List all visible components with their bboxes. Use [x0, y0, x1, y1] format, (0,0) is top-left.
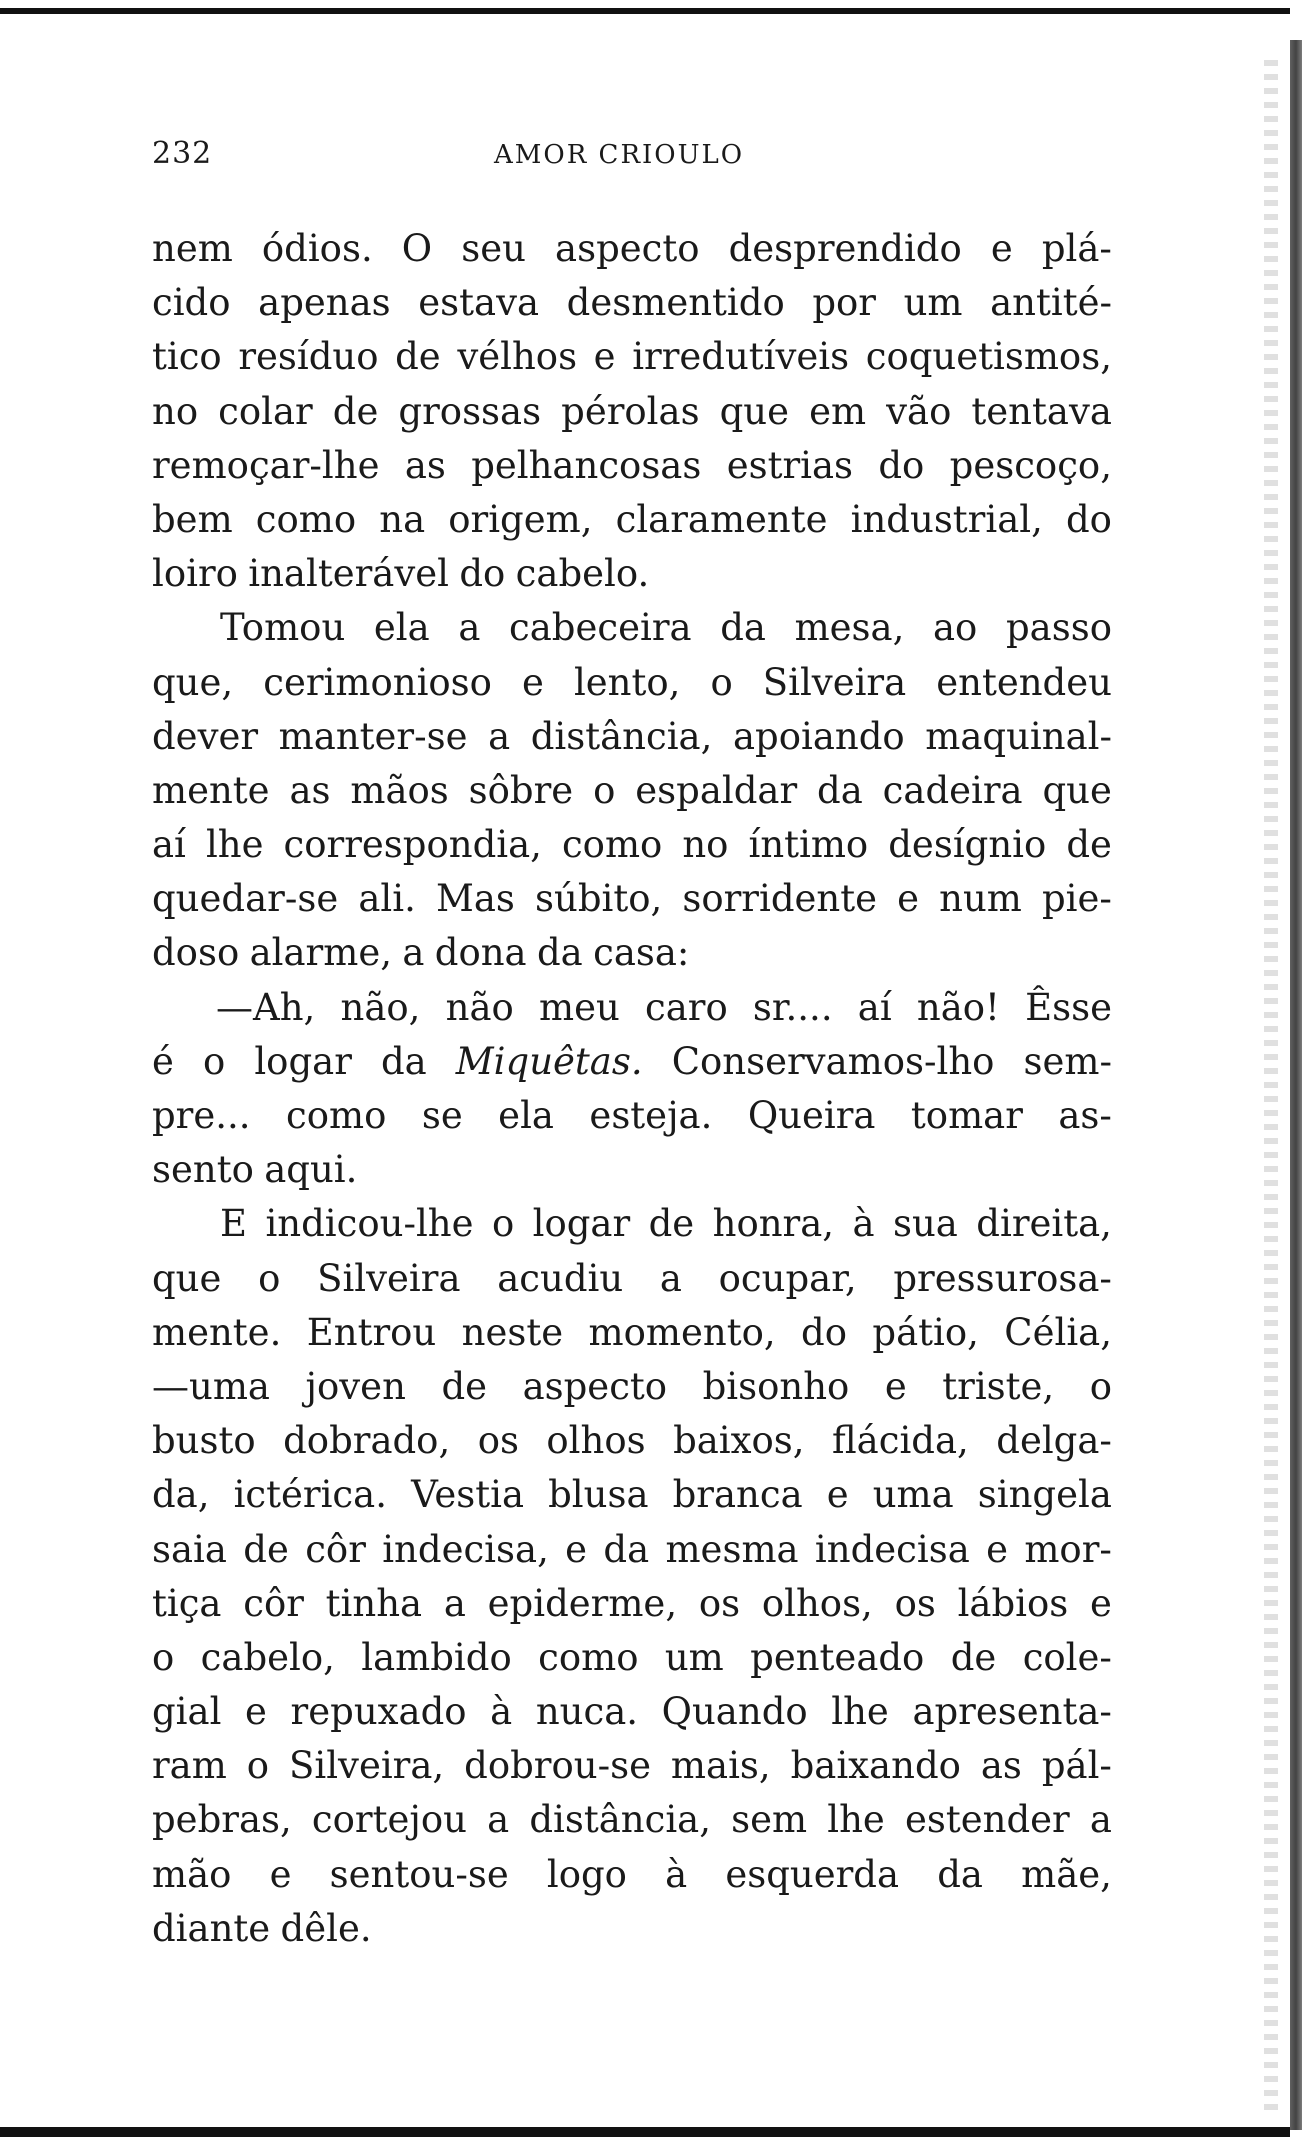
text-line	[152, 1793, 1112, 1847]
word: como	[561, 823, 663, 867]
word: de	[332, 389, 379, 433]
top-border-rule	[0, 8, 1290, 14]
word: apenas	[258, 281, 391, 325]
word: ictérica.	[233, 1473, 387, 1517]
text-line	[152, 926, 1112, 980]
text-line	[152, 1035, 1112, 1089]
word: correspondia,	[283, 823, 542, 867]
word: epiderme,	[487, 1581, 678, 1625]
word: o	[491, 1202, 515, 1246]
word: ocupar,	[718, 1256, 857, 1300]
word: Célia,	[1004, 1310, 1112, 1354]
word: as-	[1058, 1094, 1112, 1137]
word: da,	[152, 1473, 210, 1517]
word: olhos,	[761, 1581, 873, 1625]
word: lento,	[573, 660, 681, 704]
word: logar	[254, 1039, 352, 1083]
word: lambido	[361, 1635, 512, 1679]
word: os	[698, 1581, 741, 1625]
word: direita,	[976, 1202, 1112, 1246]
word: a	[487, 1798, 510, 1842]
text-line	[152, 439, 1112, 493]
word: nem	[152, 227, 233, 270]
page-edge-binding	[1290, 40, 1302, 2130]
word: ódios.	[261, 227, 373, 270]
word: sento	[152, 1148, 254, 1192]
word: grossas	[398, 389, 542, 433]
word: no	[682, 823, 729, 867]
word: acudiu	[497, 1256, 624, 1300]
word: dobrado,	[283, 1419, 451, 1463]
word: Entrou	[306, 1310, 437, 1354]
word: baixando	[790, 1744, 961, 1788]
word: honra,	[712, 1202, 835, 1246]
word: à	[665, 1852, 688, 1896]
word: quedar-se	[152, 877, 339, 921]
word: ao	[933, 606, 978, 650]
word: à	[852, 1202, 875, 1246]
word: cole-	[1022, 1635, 1112, 1679]
page-number: 232	[152, 136, 213, 171]
word: aqui.	[264, 1148, 358, 1192]
word: esteja.	[589, 1094, 713, 1137]
word: mente.	[152, 1310, 282, 1354]
word: inalterável	[248, 552, 449, 596]
word: o	[258, 1256, 281, 1300]
word: aspecto	[522, 1364, 668, 1408]
word: Silveira	[762, 660, 907, 704]
word: baixos,	[673, 1419, 805, 1463]
word: lhe	[831, 1690, 889, 1734]
word: os	[894, 1581, 936, 1625]
word: o	[593, 768, 616, 812]
word: do	[1065, 497, 1112, 541]
text-line	[152, 981, 1112, 1035]
word: tico	[152, 335, 222, 379]
word: alarme,	[249, 931, 392, 975]
word: como	[538, 1635, 639, 1679]
word: dêle.	[280, 1906, 372, 1950]
word: —uma	[152, 1364, 270, 1408]
word: O	[401, 227, 433, 270]
word: e	[990, 227, 1013, 270]
word: lhe	[827, 1798, 885, 1842]
word: a	[458, 606, 481, 650]
word: Conservamos-lho	[671, 1039, 995, 1083]
word: e	[897, 877, 920, 921]
word: côr	[243, 1581, 304, 1625]
word: aspecto	[555, 227, 700, 270]
word: bisonho	[702, 1364, 850, 1408]
word: Quando	[661, 1690, 808, 1734]
word: ela	[373, 606, 430, 650]
word: mãe,	[1021, 1852, 1112, 1896]
word: indicou-lhe	[265, 1202, 474, 1246]
word: apresenta-	[912, 1690, 1112, 1734]
word: o	[1089, 1364, 1112, 1408]
text-line	[152, 1306, 1112, 1360]
word: singela	[977, 1473, 1112, 1517]
word: se	[421, 1094, 463, 1137]
text-line	[152, 1523, 1112, 1577]
word: as	[404, 443, 446, 487]
word: repuxado	[290, 1690, 467, 1734]
text-line	[152, 1848, 1112, 1902]
word: em	[809, 389, 867, 433]
word: e	[826, 1473, 849, 1517]
word: ela	[498, 1094, 554, 1137]
text-line	[152, 601, 1112, 655]
word: origem,	[448, 497, 593, 541]
word: íntimo	[748, 823, 869, 867]
word: e	[565, 1527, 588, 1571]
word: e	[884, 1364, 907, 1408]
word: sorridente	[682, 877, 878, 921]
word: Silveira	[317, 1256, 461, 1300]
word: cido	[152, 281, 231, 325]
word: que	[152, 1256, 222, 1300]
word: estrias	[726, 443, 854, 487]
text-line	[152, 1089, 1112, 1143]
word: remoçar-lhe	[152, 443, 380, 487]
word: de	[1066, 823, 1112, 867]
body-text	[152, 222, 1112, 1956]
word: Mas	[435, 877, 515, 921]
word: passo	[1005, 606, 1112, 650]
text-line	[152, 547, 1112, 601]
word: estender	[904, 1798, 1070, 1842]
word: a	[443, 1581, 466, 1625]
word: e	[245, 1690, 267, 1734]
word: do	[878, 443, 925, 487]
word: sentou-se	[329, 1852, 509, 1896]
italic-word: Miquêtas.	[455, 1039, 643, 1083]
text-line	[152, 1360, 1112, 1414]
word: mente	[152, 768, 270, 812]
word: como	[286, 1094, 387, 1137]
word: uma	[872, 1473, 954, 1517]
text-line	[152, 276, 1112, 330]
word: não,	[340, 985, 421, 1029]
word: maquinal-	[925, 714, 1112, 758]
word: doso	[152, 931, 240, 975]
word: —Ah,	[216, 985, 316, 1029]
word: vão	[886, 389, 952, 433]
text-line	[152, 1252, 1112, 1306]
word: cabeceira	[509, 606, 692, 650]
word: da	[536, 931, 583, 975]
word: bem	[152, 497, 233, 541]
word: blusa	[548, 1473, 649, 1517]
word: pebras,	[152, 1798, 292, 1842]
word: flácida,	[832, 1419, 969, 1463]
text-line	[152, 1902, 1112, 1956]
word: de	[441, 1364, 488, 1408]
word: saia	[152, 1527, 227, 1571]
word: a	[488, 714, 511, 758]
word: gial	[152, 1690, 222, 1734]
word: mais,	[670, 1744, 771, 1788]
word: e	[521, 660, 544, 704]
word: plá-	[1041, 227, 1112, 270]
word: esquerda	[725, 1852, 900, 1896]
word: no	[152, 389, 199, 433]
word: triste,	[942, 1364, 1055, 1408]
word: indecisa,	[382, 1527, 549, 1571]
word: tinha	[325, 1581, 423, 1625]
text-line	[152, 493, 1112, 547]
word: que,	[152, 660, 234, 704]
word: lhe	[205, 823, 264, 867]
word: loiro	[152, 552, 238, 596]
word: industrial,	[850, 497, 1043, 541]
word: o	[246, 1744, 270, 1788]
word: desmentido	[566, 281, 785, 325]
word: e	[269, 1852, 292, 1896]
word: Queira	[747, 1094, 876, 1137]
word: cadeira	[882, 768, 1023, 812]
word: Êsse	[1025, 985, 1112, 1029]
word: mor-	[1024, 1527, 1112, 1571]
word: diante	[152, 1906, 271, 1950]
word: de	[395, 335, 441, 379]
word: pál-	[1041, 1744, 1112, 1788]
text-line	[152, 1414, 1112, 1468]
word: E	[220, 1202, 248, 1246]
word: ali.	[358, 877, 416, 921]
word: tentava	[971, 389, 1112, 433]
word: um	[903, 281, 963, 325]
word: da	[817, 768, 863, 812]
word: Tomou	[220, 606, 346, 650]
word: por	[812, 281, 876, 325]
word: desprendido	[728, 227, 962, 270]
word: nuca.	[535, 1690, 639, 1734]
word: ram	[152, 1744, 227, 1788]
word: estava	[418, 281, 540, 325]
word: da	[720, 606, 766, 650]
word: o	[202, 1039, 226, 1083]
word: antité-	[990, 281, 1112, 325]
word: as	[289, 768, 331, 812]
word: espaldar	[635, 768, 798, 812]
word: cabelo.	[515, 552, 650, 596]
word: é	[152, 1039, 174, 1083]
page-gutter-shadow	[1264, 60, 1278, 2110]
word: pelhancosas	[471, 443, 702, 487]
word: de	[950, 1635, 997, 1679]
word: que	[719, 389, 790, 433]
word: pérolas	[561, 389, 700, 433]
word: não	[445, 985, 514, 1029]
word: dever	[152, 714, 259, 758]
word: não!	[916, 985, 1000, 1029]
word: pátio,	[872, 1310, 979, 1354]
word: distância,	[529, 1798, 711, 1842]
word: sem-	[1023, 1039, 1112, 1083]
word: aí	[152, 823, 186, 867]
running-title: AMOR CRIOULO	[494, 140, 745, 170]
word: o	[710, 660, 733, 704]
word: mão	[152, 1852, 232, 1896]
word: que	[1042, 768, 1112, 812]
word: pescoço,	[949, 443, 1112, 487]
text-line	[152, 1631, 1112, 1685]
word: da	[380, 1039, 427, 1083]
word: aí	[857, 985, 892, 1029]
word: dobrou-se	[464, 1744, 651, 1788]
word: joven	[305, 1364, 406, 1408]
text-line	[152, 222, 1112, 276]
word: casa:	[593, 931, 690, 975]
text-line	[152, 330, 1112, 384]
word: côr	[305, 1527, 366, 1571]
word: apoiando	[732, 714, 905, 758]
word: pre...	[152, 1094, 251, 1137]
word: num	[939, 877, 1022, 921]
text-line	[152, 1577, 1112, 1631]
word: resíduo	[238, 335, 379, 379]
word: pie-	[1042, 877, 1112, 921]
word: cerimonioso	[263, 660, 492, 704]
word: tomar	[910, 1094, 1023, 1137]
word: busto	[152, 1419, 256, 1463]
word: Vestia	[411, 1473, 525, 1517]
word: claramente	[615, 497, 828, 541]
text-line	[152, 656, 1112, 710]
word: um	[664, 1635, 724, 1679]
word: como	[255, 497, 357, 541]
word: coquetismos,	[865, 335, 1112, 379]
text-line	[152, 764, 1112, 818]
word: seu	[461, 227, 526, 270]
word: sua	[892, 1202, 958, 1246]
word: delga-	[996, 1419, 1112, 1463]
word: Silveira,	[289, 1744, 445, 1788]
word: entendeu	[936, 660, 1112, 704]
word: súbito,	[535, 877, 663, 921]
text-line	[152, 872, 1112, 926]
word: o	[152, 1635, 175, 1679]
bottom-border-rule	[0, 2127, 1290, 2137]
word: irredutíveis	[632, 335, 850, 379]
text-line	[152, 710, 1112, 764]
word: mesa,	[794, 606, 905, 650]
text-line	[152, 1143, 1112, 1197]
word: tiça	[152, 1581, 222, 1625]
word: da	[937, 1852, 983, 1896]
word: a	[402, 931, 425, 975]
word: e	[986, 1527, 1009, 1571]
word: de	[243, 1527, 289, 1571]
word: dona	[434, 931, 527, 975]
word: neste	[461, 1310, 564, 1354]
word: mãos	[350, 768, 449, 812]
text-line	[152, 1468, 1112, 1522]
word: manter-se	[278, 714, 468, 758]
text-line	[152, 385, 1112, 439]
word: as	[980, 1744, 1022, 1788]
page-header	[152, 136, 1112, 176]
word: colar	[218, 389, 313, 433]
word: distância,	[530, 714, 713, 758]
word: vélhos	[457, 335, 578, 379]
word: a	[659, 1256, 682, 1300]
word: da	[603, 1527, 650, 1571]
word: e	[593, 335, 616, 379]
word: cortejou	[311, 1798, 467, 1842]
word: momento,	[588, 1310, 776, 1354]
word: do	[459, 552, 506, 596]
word: a	[1089, 1798, 1112, 1842]
word: pressurosa-	[893, 1256, 1112, 1300]
word: logo	[546, 1852, 627, 1896]
word: sr....	[752, 985, 833, 1029]
word: indecisa	[814, 1527, 970, 1571]
text-line	[152, 1739, 1112, 1793]
text-line	[152, 818, 1112, 872]
word: meu	[538, 985, 620, 1029]
word: na	[379, 497, 426, 541]
word: caro	[644, 985, 728, 1029]
word: à	[490, 1690, 513, 1734]
word: cabelo,	[200, 1635, 335, 1679]
word: olhos	[546, 1419, 646, 1463]
word: sôbre	[468, 768, 574, 812]
word: lábios	[957, 1581, 1069, 1625]
word: sem	[731, 1798, 808, 1842]
word: desígnio	[888, 823, 1047, 867]
text-line	[152, 1685, 1112, 1739]
word: mesma	[665, 1527, 799, 1571]
word: de	[648, 1202, 695, 1246]
word: do	[801, 1310, 847, 1354]
word: os	[477, 1419, 519, 1463]
word: penteado	[750, 1635, 925, 1679]
word: e	[1090, 1581, 1112, 1625]
text-line	[152, 1197, 1112, 1251]
word: branca	[672, 1473, 803, 1517]
word: logar	[532, 1202, 631, 1246]
